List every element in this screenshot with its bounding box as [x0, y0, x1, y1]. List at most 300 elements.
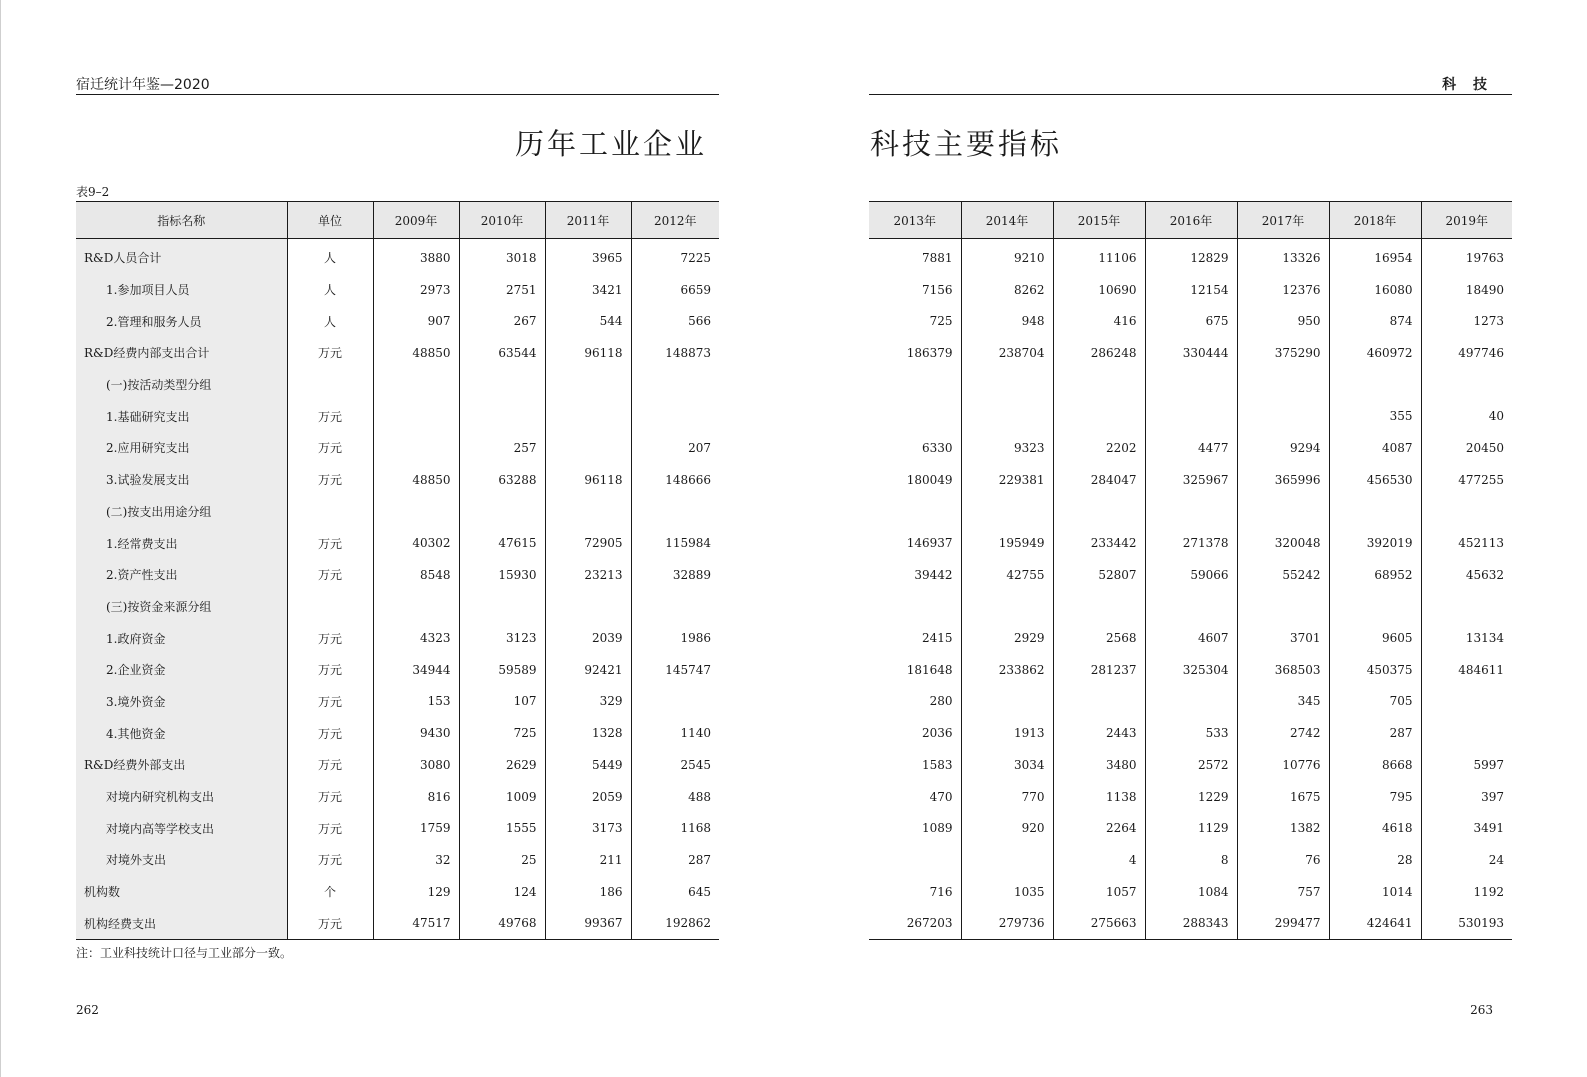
value-cell: 299477 — [1237, 907, 1329, 939]
value-cell: 757 — [1237, 876, 1329, 908]
value-cell: 284047 — [1053, 464, 1145, 496]
table-row — [869, 527, 1512, 559]
header-rule-left — [76, 94, 719, 95]
value-cell: 874 — [1329, 305, 1421, 337]
value-cell: 1555 — [459, 812, 545, 844]
column-header: 2010年 — [459, 202, 545, 239]
value-cell: 2545 — [631, 749, 719, 781]
indicator-name: 3.境外资金 — [76, 686, 287, 718]
value-cell: 1014 — [1329, 876, 1421, 908]
value-cell: 2059 — [545, 781, 631, 813]
value-cell: 4607 — [1145, 622, 1237, 654]
value-cell: 2415 — [921, 631, 953, 646]
value-cell: 1084 — [1145, 876, 1237, 908]
table-row — [869, 337, 1512, 369]
column-header: 2015年 — [1053, 202, 1145, 239]
value-cell: 16080 — [1329, 274, 1421, 306]
value-cell: 148666 — [631, 464, 719, 496]
value-cell: 375290 — [1237, 337, 1329, 369]
value-cell: 1168 — [631, 812, 719, 844]
value-cell: 368503 — [1237, 654, 1329, 686]
indicator-name: 机构数 — [76, 876, 287, 908]
value-cell: 181648 — [906, 662, 953, 677]
value-cell: 59589 — [459, 654, 545, 686]
value-cell: 52807 — [1053, 559, 1145, 591]
value-cell: 9605 — [1329, 622, 1421, 654]
value-cell: 68952 — [1329, 559, 1421, 591]
value-cell: 195949 — [961, 527, 1053, 559]
value-cell: 2572 — [1145, 749, 1237, 781]
value-cell: 488 — [631, 781, 719, 813]
unit-cell: 人 — [287, 239, 373, 274]
value-cell: 4323 — [373, 622, 459, 654]
value-cell: 456530 — [1329, 464, 1421, 496]
value-cell — [631, 369, 719, 401]
value-cell: 4618 — [1329, 812, 1421, 844]
page-title-left: 历年工业企业 — [514, 127, 707, 161]
indicator-name: 2.企业资金 — [76, 654, 287, 686]
table-row — [869, 844, 1512, 876]
unit-cell: 万元 — [287, 781, 373, 813]
value-cell: 8548 — [373, 559, 459, 591]
value-cell: 6330 — [921, 440, 953, 455]
value-cell — [869, 591, 961, 623]
column-header: 2009年 — [373, 202, 459, 239]
value-cell — [631, 496, 719, 528]
value-cell: 281237 — [1053, 654, 1145, 686]
value-cell: 153 — [373, 686, 459, 718]
value-cell — [1421, 591, 1512, 623]
value-cell: 1382 — [1237, 812, 1329, 844]
value-cell: 725 — [459, 717, 545, 749]
column-header: 单位 — [287, 202, 373, 239]
value-cell: 24 — [1421, 844, 1512, 876]
value-cell: 146937 — [906, 536, 953, 551]
value-cell — [1145, 369, 1237, 401]
column-header: 2013年 — [869, 202, 961, 239]
running-header-right: 科 技 — [1442, 77, 1493, 93]
table-note: 注：工业科技统计口径与工业部分一致。 — [76, 946, 293, 960]
table-row — [76, 239, 719, 274]
value-cell: 3123 — [459, 622, 545, 654]
value-cell: 99367 — [545, 907, 631, 939]
value-cell: 16954 — [1329, 239, 1421, 274]
value-cell: 345 — [1237, 686, 1329, 718]
data-table-left — [76, 201, 719, 940]
value-cell: 795 — [1329, 781, 1421, 813]
value-cell: 2568 — [1053, 622, 1145, 654]
value-cell: 816 — [373, 781, 459, 813]
value-cell — [1421, 496, 1512, 528]
value-cell — [373, 591, 459, 623]
value-cell: 49768 — [459, 907, 545, 939]
unit-cell: 人 — [287, 305, 373, 337]
value-cell: 2039 — [545, 622, 631, 654]
unit-cell: 个 — [287, 876, 373, 908]
indicator-name: (二)按支出用途分组 — [76, 496, 287, 528]
value-cell: 72905 — [545, 527, 631, 559]
table-row — [869, 654, 1512, 686]
value-cell — [545, 496, 631, 528]
value-cell — [1145, 400, 1237, 432]
value-cell: 3965 — [545, 239, 631, 274]
unit-cell: 万元 — [287, 400, 373, 432]
value-cell: 39442 — [914, 567, 953, 582]
value-cell: 320048 — [1237, 527, 1329, 559]
value-cell — [961, 369, 1053, 401]
page-title-right: 科技主要指标 — [870, 127, 1063, 161]
table-row — [869, 400, 1512, 432]
table-row — [76, 464, 719, 496]
value-cell: 450375 — [1329, 654, 1421, 686]
table-row — [869, 559, 1512, 591]
value-cell — [961, 496, 1053, 528]
value-cell: 1138 — [1053, 781, 1145, 813]
unit-cell: 万元 — [287, 717, 373, 749]
value-cell — [1237, 496, 1329, 528]
unit-cell: 万元 — [287, 749, 373, 781]
indicator-name: 1.政府资金 — [76, 622, 287, 654]
value-cell: 286248 — [1053, 337, 1145, 369]
value-cell — [1053, 369, 1145, 401]
unit-cell: 万元 — [287, 844, 373, 876]
value-cell: 10776 — [1237, 749, 1329, 781]
value-cell: 8 — [1145, 844, 1237, 876]
unit-cell: 万元 — [287, 464, 373, 496]
table-row — [76, 305, 719, 337]
value-cell — [459, 369, 545, 401]
unit-cell: 万元 — [287, 812, 373, 844]
value-cell — [869, 369, 961, 401]
value-cell — [869, 844, 961, 876]
value-cell: 207 — [631, 432, 719, 464]
value-cell — [1053, 591, 1145, 623]
unit-cell: 万元 — [287, 907, 373, 939]
unit-cell: 万元 — [287, 432, 373, 464]
value-cell: 257 — [459, 432, 545, 464]
value-cell: 460972 — [1329, 337, 1421, 369]
unit-cell — [287, 591, 373, 623]
value-cell — [545, 369, 631, 401]
value-cell: 192862 — [631, 907, 719, 939]
value-cell: 55242 — [1237, 559, 1329, 591]
value-cell: 48850 — [373, 464, 459, 496]
table-row — [869, 907, 1512, 939]
column-header: 指标名称 — [76, 202, 287, 239]
indicator-name: 2.资产性支出 — [76, 559, 287, 591]
value-cell — [1421, 369, 1512, 401]
indicator-name: 2.管理和服务人员 — [76, 305, 287, 337]
table-row — [76, 654, 719, 686]
table-row — [76, 591, 719, 623]
value-cell: 2751 — [459, 274, 545, 306]
value-cell: 725 — [929, 314, 953, 329]
value-cell: 238704 — [961, 337, 1053, 369]
unit-cell: 万元 — [287, 622, 373, 654]
value-cell: 34944 — [373, 654, 459, 686]
value-cell — [1329, 591, 1421, 623]
unit-cell: 万元 — [287, 654, 373, 686]
value-cell: 470 — [929, 789, 953, 804]
indicator-name: (三)按资金来源分组 — [76, 591, 287, 623]
value-cell — [373, 400, 459, 432]
value-cell: 32 — [373, 844, 459, 876]
value-cell: 5997 — [1421, 749, 1512, 781]
value-cell — [1421, 686, 1512, 718]
unit-cell: 万元 — [287, 337, 373, 369]
value-cell: 1583 — [921, 757, 953, 772]
unit-cell: 人 — [287, 274, 373, 306]
value-cell: 950 — [1237, 305, 1329, 337]
value-cell: 287 — [631, 844, 719, 876]
column-header: 2012年 — [631, 202, 719, 239]
value-cell — [373, 369, 459, 401]
value-cell: 477255 — [1421, 464, 1512, 496]
indicator-name: R&D经费内部支出合计 — [76, 337, 287, 369]
value-cell: 2629 — [459, 749, 545, 781]
table-row — [76, 907, 719, 939]
value-cell — [1145, 496, 1237, 528]
value-cell: 1035 — [961, 876, 1053, 908]
value-cell: 3173 — [545, 812, 631, 844]
column-header: 2016年 — [1145, 202, 1237, 239]
value-cell: 107 — [459, 686, 545, 718]
table-row — [869, 432, 1512, 464]
value-cell: 4 — [1053, 844, 1145, 876]
value-cell: 145747 — [631, 654, 719, 686]
table-row — [76, 369, 719, 401]
value-cell: 3701 — [1237, 622, 1329, 654]
column-header: 2018年 — [1329, 202, 1421, 239]
indicator-name: R&D人员合计 — [76, 239, 287, 274]
table-row — [869, 876, 1512, 908]
indicator-name: 对境内研究机构支出 — [76, 781, 287, 813]
value-cell — [869, 496, 961, 528]
indicator-name: 4.其他资金 — [76, 717, 287, 749]
value-cell: 497746 — [1421, 337, 1512, 369]
value-cell: 1192 — [1421, 876, 1512, 908]
value-cell — [631, 686, 719, 718]
value-cell: 1009 — [459, 781, 545, 813]
value-cell: 3034 — [961, 749, 1053, 781]
value-cell: 12376 — [1237, 274, 1329, 306]
indicator-name: (一)按活动类型分组 — [76, 369, 287, 401]
value-cell: 13326 — [1237, 239, 1329, 274]
value-cell: 47615 — [459, 527, 545, 559]
value-cell: 211 — [545, 844, 631, 876]
table-row — [869, 464, 1512, 496]
value-cell: 40302 — [373, 527, 459, 559]
table-row — [869, 369, 1512, 401]
value-cell: 7156 — [921, 282, 953, 297]
value-cell: 267 — [459, 305, 545, 337]
value-cell: 2973 — [373, 274, 459, 306]
value-cell: 63288 — [459, 464, 545, 496]
value-cell: 115984 — [631, 527, 719, 559]
table-row — [76, 337, 719, 369]
value-cell — [1145, 591, 1237, 623]
value-cell — [373, 496, 459, 528]
table-row — [76, 622, 719, 654]
value-cell: 330444 — [1145, 337, 1237, 369]
table-row — [869, 781, 1512, 813]
value-cell — [459, 591, 545, 623]
unit-cell: 万元 — [287, 686, 373, 718]
table-row — [76, 400, 719, 432]
value-cell — [961, 844, 1053, 876]
column-header: 2011年 — [545, 202, 631, 239]
value-cell: 452113 — [1421, 527, 1512, 559]
table-row — [869, 305, 1512, 337]
value-cell: 12154 — [1145, 274, 1237, 306]
value-cell: 229381 — [961, 464, 1053, 496]
table-row — [76, 876, 719, 908]
value-cell: 645 — [631, 876, 719, 908]
value-cell: 3480 — [1053, 749, 1145, 781]
value-cell: 2036 — [921, 726, 953, 741]
value-cell: 484611 — [1421, 654, 1512, 686]
column-header: 2019年 — [1421, 202, 1512, 239]
value-cell: 1140 — [631, 717, 719, 749]
value-cell: 2443 — [1053, 717, 1145, 749]
unit-cell — [287, 369, 373, 401]
table-row — [76, 686, 719, 718]
value-cell: 9430 — [373, 717, 459, 749]
value-cell — [1329, 496, 1421, 528]
table-row — [869, 239, 1512, 274]
table-number: 表9–2 — [76, 185, 110, 199]
value-cell: 1759 — [373, 812, 459, 844]
value-cell — [1053, 686, 1145, 718]
table-row — [869, 717, 1512, 749]
value-cell: 47517 — [373, 907, 459, 939]
value-cell — [545, 432, 631, 464]
indicator-name: 机构经费支出 — [76, 907, 287, 939]
value-cell: 42755 — [961, 559, 1053, 591]
table-row — [76, 559, 719, 591]
table-row — [869, 496, 1512, 528]
column-header: 2014年 — [961, 202, 1053, 239]
value-cell: 716 — [929, 884, 953, 899]
value-cell — [1053, 400, 1145, 432]
value-cell — [631, 591, 719, 623]
value-cell — [545, 591, 631, 623]
value-cell: 23213 — [545, 559, 631, 591]
value-cell: 4087 — [1329, 432, 1421, 464]
value-cell: 267203 — [869, 907, 961, 939]
page-edge — [0, 0, 1, 1077]
value-cell: 45632 — [1421, 559, 1512, 591]
data-table-right — [869, 201, 1512, 940]
value-cell — [459, 496, 545, 528]
value-cell: 1675 — [1237, 781, 1329, 813]
table-row — [869, 274, 1512, 306]
value-cell: 180049 — [906, 472, 953, 487]
value-cell: 186 — [545, 876, 631, 908]
value-cell: 675 — [1145, 305, 1237, 337]
value-cell: 1089 — [921, 821, 953, 836]
value-cell: 705 — [1329, 686, 1421, 718]
table-row — [76, 844, 719, 876]
value-cell — [1145, 686, 1237, 718]
value-cell: 325304 — [1145, 654, 1237, 686]
indicator-name: 2.应用研究支出 — [76, 432, 287, 464]
unit-cell — [287, 496, 373, 528]
value-cell — [1329, 369, 1421, 401]
value-cell: 3491 — [1421, 812, 1512, 844]
table-row — [76, 496, 719, 528]
value-cell: 325967 — [1145, 464, 1237, 496]
value-cell: 5449 — [545, 749, 631, 781]
value-cell: 96118 — [545, 337, 631, 369]
value-cell: 59066 — [1145, 559, 1237, 591]
value-cell: 3880 — [373, 239, 459, 274]
value-cell: 275663 — [1053, 907, 1145, 939]
table-row — [76, 274, 719, 306]
column-header: 2017年 — [1237, 202, 1329, 239]
page-number-left: 262 — [76, 1003, 99, 1017]
value-cell: 9323 — [961, 432, 1053, 464]
value-cell: 279736 — [961, 907, 1053, 939]
value-cell: 148873 — [631, 337, 719, 369]
value-cell: 2264 — [1053, 812, 1145, 844]
table-row — [869, 812, 1512, 844]
value-cell: 392019 — [1329, 527, 1421, 559]
value-cell: 124 — [459, 876, 545, 908]
table-row — [869, 749, 1512, 781]
table-row — [76, 432, 719, 464]
indicator-name: 对境内高等学校支出 — [76, 812, 287, 844]
value-cell — [459, 400, 545, 432]
unit-cell: 万元 — [287, 559, 373, 591]
value-cell: 416 — [1053, 305, 1145, 337]
value-cell: 8262 — [961, 274, 1053, 306]
value-cell: 25 — [459, 844, 545, 876]
value-cell: 7225 — [631, 239, 719, 274]
indicator-name: 1.基础研究支出 — [76, 400, 287, 432]
value-cell — [1237, 591, 1329, 623]
table-row — [869, 622, 1512, 654]
value-cell: 129 — [373, 876, 459, 908]
value-cell: 7881 — [921, 250, 953, 265]
value-cell: 1328 — [545, 717, 631, 749]
value-cell: 1057 — [1053, 876, 1145, 908]
value-cell: 280 — [929, 694, 953, 709]
table-row — [869, 686, 1512, 718]
table-row — [869, 591, 1512, 623]
value-cell: 948 — [961, 305, 1053, 337]
value-cell: 9210 — [961, 239, 1053, 274]
indicator-name: 对境外支出 — [76, 844, 287, 876]
value-cell: 3080 — [373, 749, 459, 781]
value-cell: 329 — [545, 686, 631, 718]
value-cell — [1421, 717, 1512, 749]
value-cell: 1986 — [631, 622, 719, 654]
value-cell: 1229 — [1145, 781, 1237, 813]
value-cell: 15930 — [459, 559, 545, 591]
value-cell — [869, 400, 961, 432]
value-cell — [961, 591, 1053, 623]
value-cell: 1913 — [961, 717, 1053, 749]
value-cell: 4477 — [1145, 432, 1237, 464]
value-cell: 186379 — [906, 345, 953, 360]
indicator-name: 1.参加项目人员 — [76, 274, 287, 306]
value-cell: 11106 — [1053, 239, 1145, 274]
value-cell: 13134 — [1421, 622, 1512, 654]
value-cell — [373, 432, 459, 464]
value-cell: 424641 — [1329, 907, 1421, 939]
value-cell: 365996 — [1237, 464, 1329, 496]
